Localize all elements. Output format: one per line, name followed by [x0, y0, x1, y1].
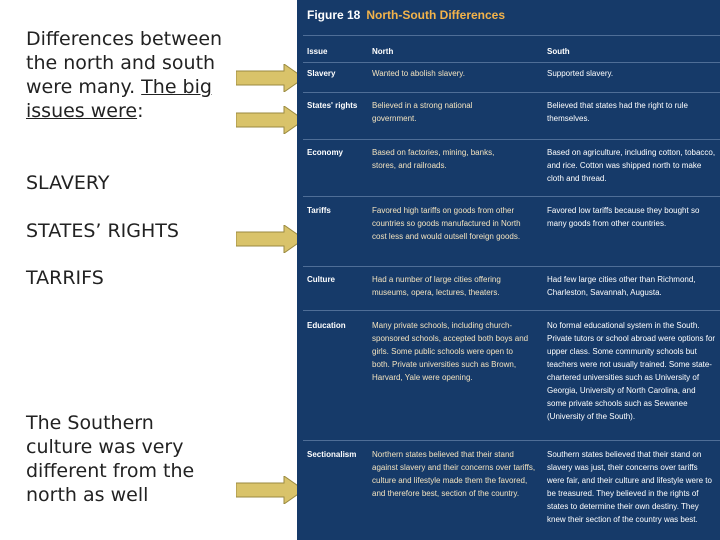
divider [303, 310, 720, 311]
figure-heading: North-South Differences [366, 8, 506, 22]
figure-title [307, 8, 505, 22]
arrow-icon [236, 106, 306, 134]
row-issue: Tariffs [307, 206, 331, 215]
row-issue: Slavery [307, 69, 336, 78]
issue-states-rights: STATES’ RIGHTS [26, 220, 179, 242]
arrow-icon [236, 64, 306, 92]
issue-slavery: SLAVERY [26, 172, 110, 194]
divider [303, 440, 720, 441]
divider [303, 35, 720, 36]
row-south: Supported slavery. [547, 69, 614, 78]
row-south: Favored low tariffs because they bought so many goods from other countries. [547, 206, 700, 228]
header-south: South [547, 47, 570, 56]
row-issue: Education [307, 321, 346, 330]
figure-label: Figure 18 [307, 8, 361, 22]
row-south: Had few large cities other than Richmond, Charleston, Savannah, Augusta. [547, 275, 696, 297]
divider [303, 62, 720, 63]
divider [303, 139, 720, 140]
row-north: Northern states believed that their stand against slavery and their concerns over tariffs, culture and lifestyle made them the favored, and therefore best, section of the country. [372, 450, 536, 498]
row-north: Favored high tariffs on goods from other countries so goods manufactured in North cost less and would outsell foreign goods. [372, 206, 521, 241]
row-north: Wanted to abolish slavery. [372, 69, 465, 78]
intro-text [26, 27, 226, 123]
culture-note: The Southern culture was very different from the north as well [26, 412, 195, 506]
figure-panel [297, 0, 720, 540]
row-south: No formal educational system in the South. Private tutors or school abroad were options for upper class. Some community schools but teachers were not usually trained. Some state-chartered universities such as University of Georgia, University of North Carolina, and some private schools such as Sewanee (University of the South). [547, 321, 716, 421]
row-south: Believed that states had the right to rule themselves. [547, 101, 688, 123]
row-north: Based on factories, mining, banks, stores, and railroads. [372, 148, 495, 170]
divider [303, 266, 720, 267]
divider [303, 196, 720, 197]
header-north: North [372, 47, 394, 56]
arrow-icon [236, 476, 306, 504]
row-issue: Culture [307, 275, 335, 284]
row-issue: Sectionalism [307, 450, 357, 459]
row-north: Many private schools, including church-sponsored schools, accepted both boys and girls. Some public schools were open to both. Private universities such as Brown, Harvard, Yale were opening. [372, 321, 529, 382]
intro-underlined: The big issues were [26, 76, 212, 122]
header-issue: Issue [307, 47, 328, 56]
issue-tariffs: TARRIFS [26, 267, 104, 289]
row-issue: States' rights [307, 101, 358, 110]
row-south: Based on agriculture, including cotton, tobacco, and rice. Cotton was shipped north to make cloth and thread. [547, 148, 716, 183]
row-north: Believed in a strong national government. [372, 101, 473, 123]
intro-visible: Differences between the north and south were many. The big issues were: [26, 28, 223, 122]
divider [303, 92, 720, 93]
row-north: Had a number of large cities offering museums, opera, lectures, theaters. [372, 275, 501, 297]
arrow-icon [236, 225, 306, 253]
row-issue: Economy [307, 148, 344, 157]
row-south: Southern states believed that their stand on slavery was just, their concerns over tariffs were fair, and their culture and lifestyle were to be treasured. They believed in the rights of states to determine their own destiny. They knew their section of the country was best. [547, 450, 712, 524]
